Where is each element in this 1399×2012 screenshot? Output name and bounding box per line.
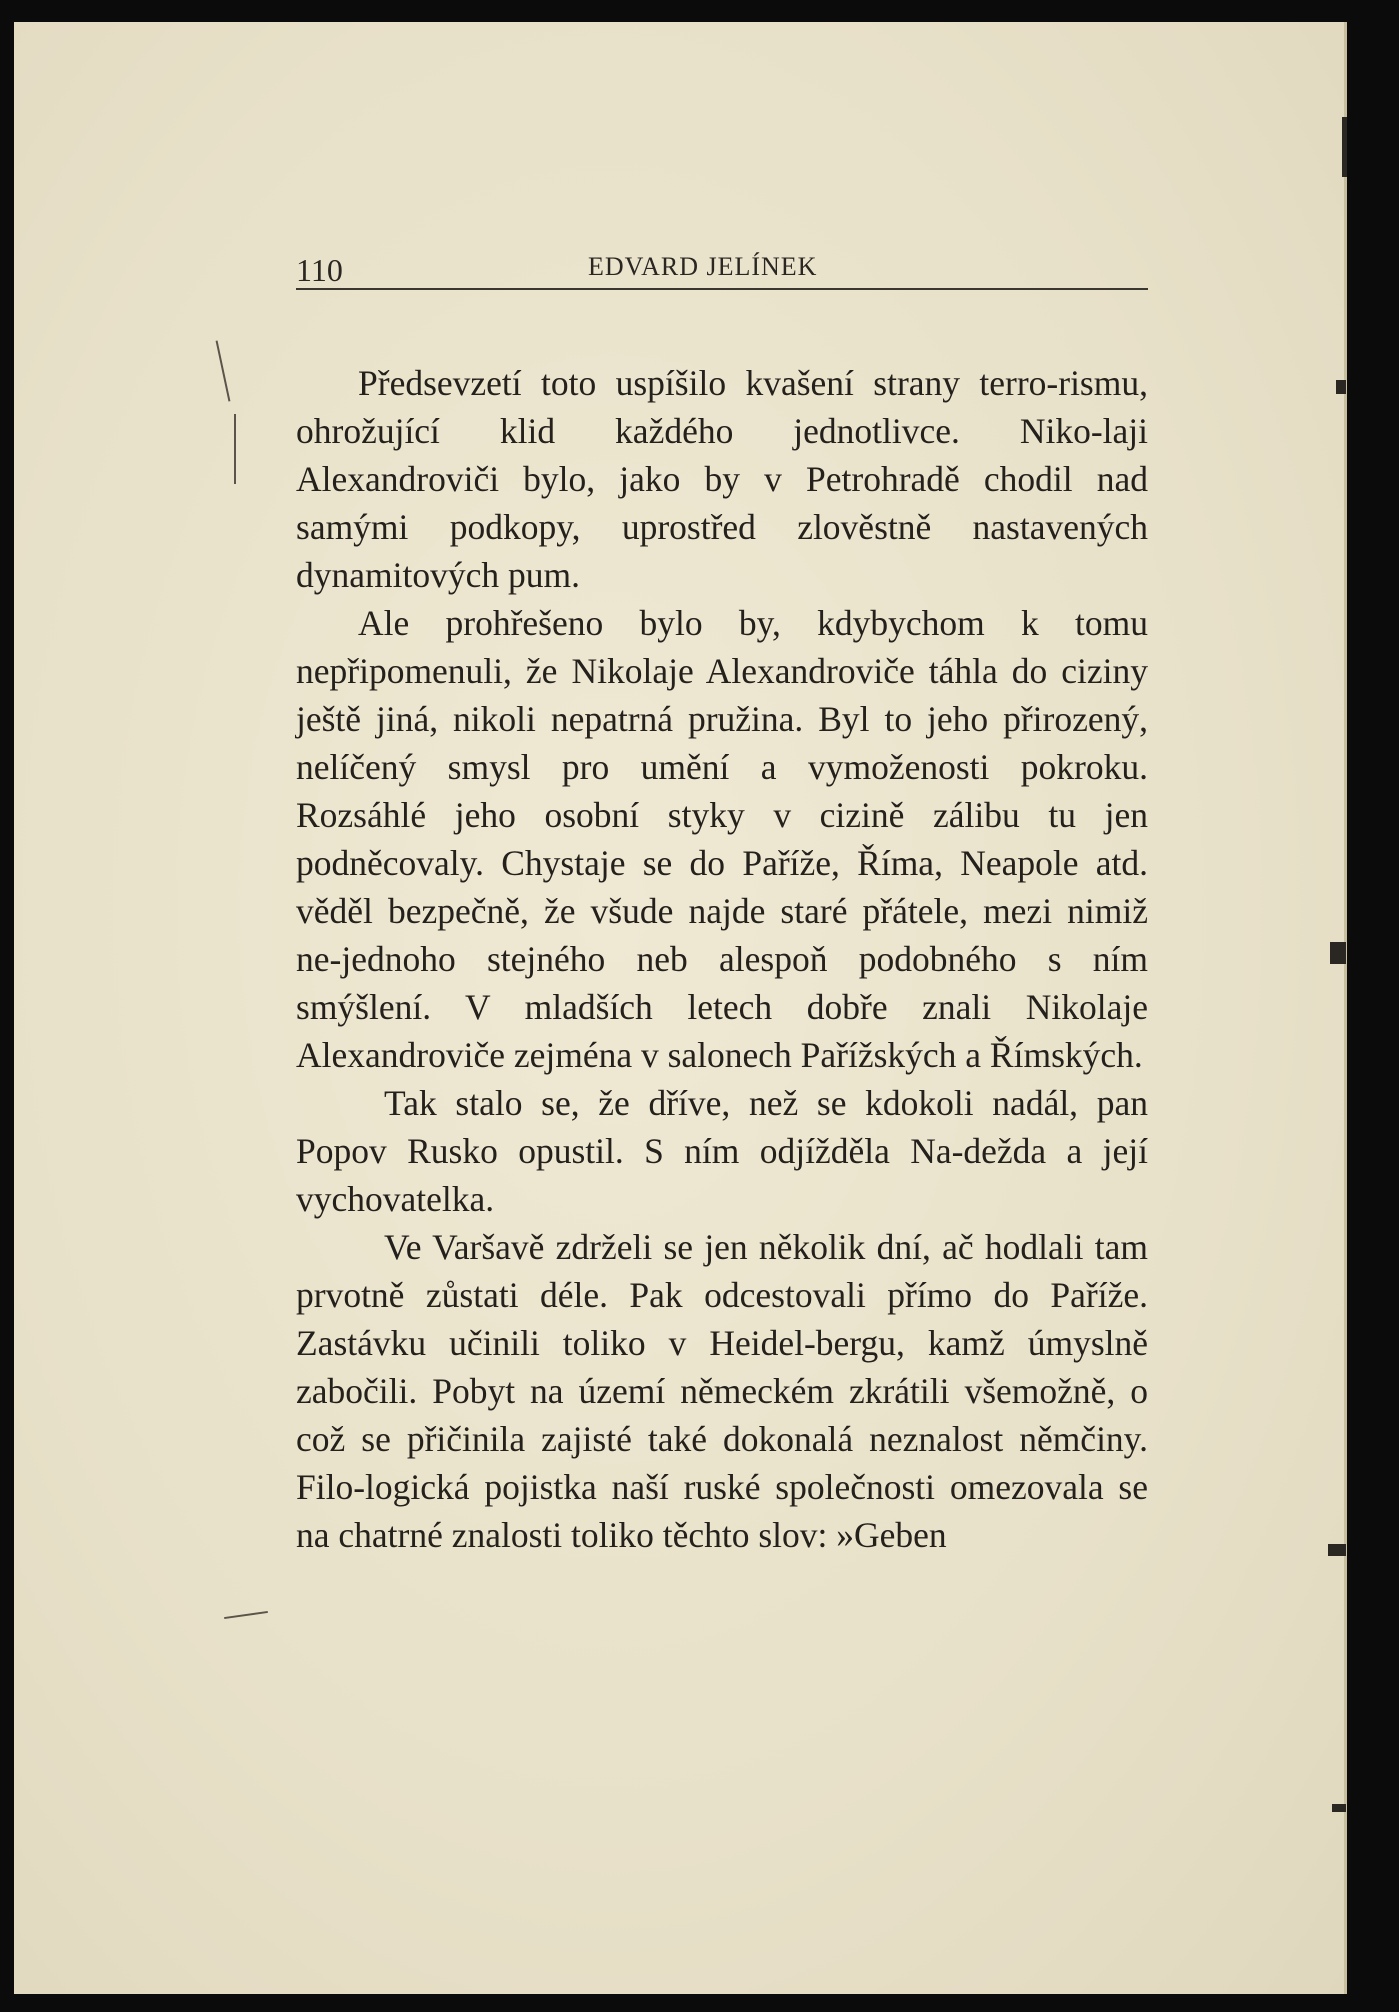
margin-pencil-mark — [234, 414, 236, 484]
paragraph: Předsevzetí toto uspíšilo kvašení strany terro-rismu, ohrožující klid každého jednotlivce. Niko-laji Alexandroviči bylo, jako by v Petrohradě chodil nad samými podkopy, uprostřed zlověstně nastavených dynamitových pum. — [296, 363, 1148, 595]
book-page — [14, 22, 1347, 1994]
margin-pencil-mark — [216, 340, 231, 401]
edge-stain-mark — [1330, 942, 1346, 964]
running-head: EDVARD JELÍNEK — [588, 252, 818, 281]
edge-stain-mark — [1336, 380, 1346, 394]
paragraph: Ale prohřešeno bylo by, kdybychom k tomu nepřipomenuli, že Nikolaje Alexandroviče táhla do ciziny ještě jiná, nikoli nepatrná pružina. Byl to jeho přirozený, nelíčený smysl pro umění a vymoženosti pokroku. Rozsáhlé jeho osobní styky v cizině zálibu tu jen podněcovaly. Chystaje se do Paříže, Říma, Neapole atd. věděl bezpečně, že všude najde staré přátele, mezi nimiž ne-jednoho stejného neb alespoň podobného s ním smýšlení. V mladších letech dobře znali Nikolaje Alexandroviče zejména v salonech Pařížských a Římských. — [296, 603, 1148, 1075]
edge-stain-mark — [1332, 1804, 1346, 1812]
page-number: 110 — [296, 252, 343, 288]
margin-pencil-mark — [224, 1611, 268, 1619]
paragraph: Ve Varšavě zdrželi se jen několik dní, ač hodlali tam prvotně zůstati déle. Pak odcestovali přímo do Paříže. Zastávku učinili toliko v Heidel-bergu, kamž úmyslně zabočili. Pobyt na území německém zkrátili všemožně, o což se přičinila zajisté také dokonalá neznalost němčiny. Filo-logická pojistka naší ruské společnosti omezovala se na chatrné znalosti toliko těchto slov: »Geben — [296, 1227, 1148, 1555]
paragraph: Tak stalo se, že dříve, než se kdokoli nadál, pan Popov Rusko opustil. S ním odjížděla Na-dežda a její vychovatelka. — [296, 1083, 1148, 1219]
page-header — [296, 244, 1148, 290]
edge-stain-mark — [1342, 117, 1347, 177]
body-text — [296, 359, 1148, 1559]
edge-stain-mark — [1328, 1544, 1346, 1556]
